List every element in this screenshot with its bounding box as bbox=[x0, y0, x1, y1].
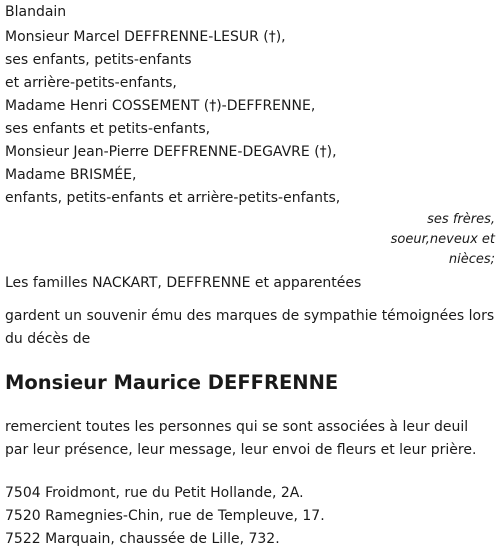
deceased-name: Monsieur Maurice DEFFRENNE bbox=[5, 371, 339, 394]
address-line: 7520 Ramegnies-Chin, rue de Templeuve, 17. bbox=[5, 508, 325, 524]
sympathy-paragraph: gardent un souvenir ému des marques de sympathie témoignées lors du décès de bbox=[5, 308, 495, 347]
family-line: enfants, petits-enfants et arrière-petits-enfants, bbox=[5, 190, 341, 206]
family-line: ses enfants, petits-enfants bbox=[5, 52, 192, 68]
relation-line: ses frères, bbox=[427, 212, 495, 227]
address-line: 7522 Marquain, chaussée de Lille, 732. bbox=[5, 531, 280, 547]
relation-line: soeur,neveux et bbox=[390, 232, 495, 247]
relation-note bbox=[5, 210, 495, 270]
obituary-notice bbox=[5, 0, 495, 551]
other-families: Les familles NACKART, DEFFRENNE et apparentées bbox=[5, 275, 362, 291]
place-name: Blandain bbox=[5, 4, 67, 20]
address-list bbox=[5, 482, 495, 551]
relation-line: nièces; bbox=[448, 252, 495, 267]
family-line: Monsieur Marcel DEFFRENNE-LESUR (†), bbox=[5, 29, 286, 45]
family-line: et arrière-petits-enfants, bbox=[5, 75, 177, 91]
family-line: Madame Henri COSSEMENT (†)-DEFFRENNE, bbox=[5, 98, 316, 114]
address-line: 7504 Froidmont, rue du Petit Hollande, 2A. bbox=[5, 485, 304, 501]
family-line: Madame BRISMÉE, bbox=[5, 167, 137, 183]
thanks-paragraph: remercient toutes les personnes qui se sont associées à leur deuil par leur présence, leur message, leur envoi de fleurs et leur prière. bbox=[5, 419, 477, 458]
family-line: Monsieur Jean-Pierre DEFFRENNE-DEGAVRE (†), bbox=[5, 144, 337, 160]
family-list bbox=[5, 26, 495, 210]
family-line: ses enfants et petits-enfants, bbox=[5, 121, 211, 137]
